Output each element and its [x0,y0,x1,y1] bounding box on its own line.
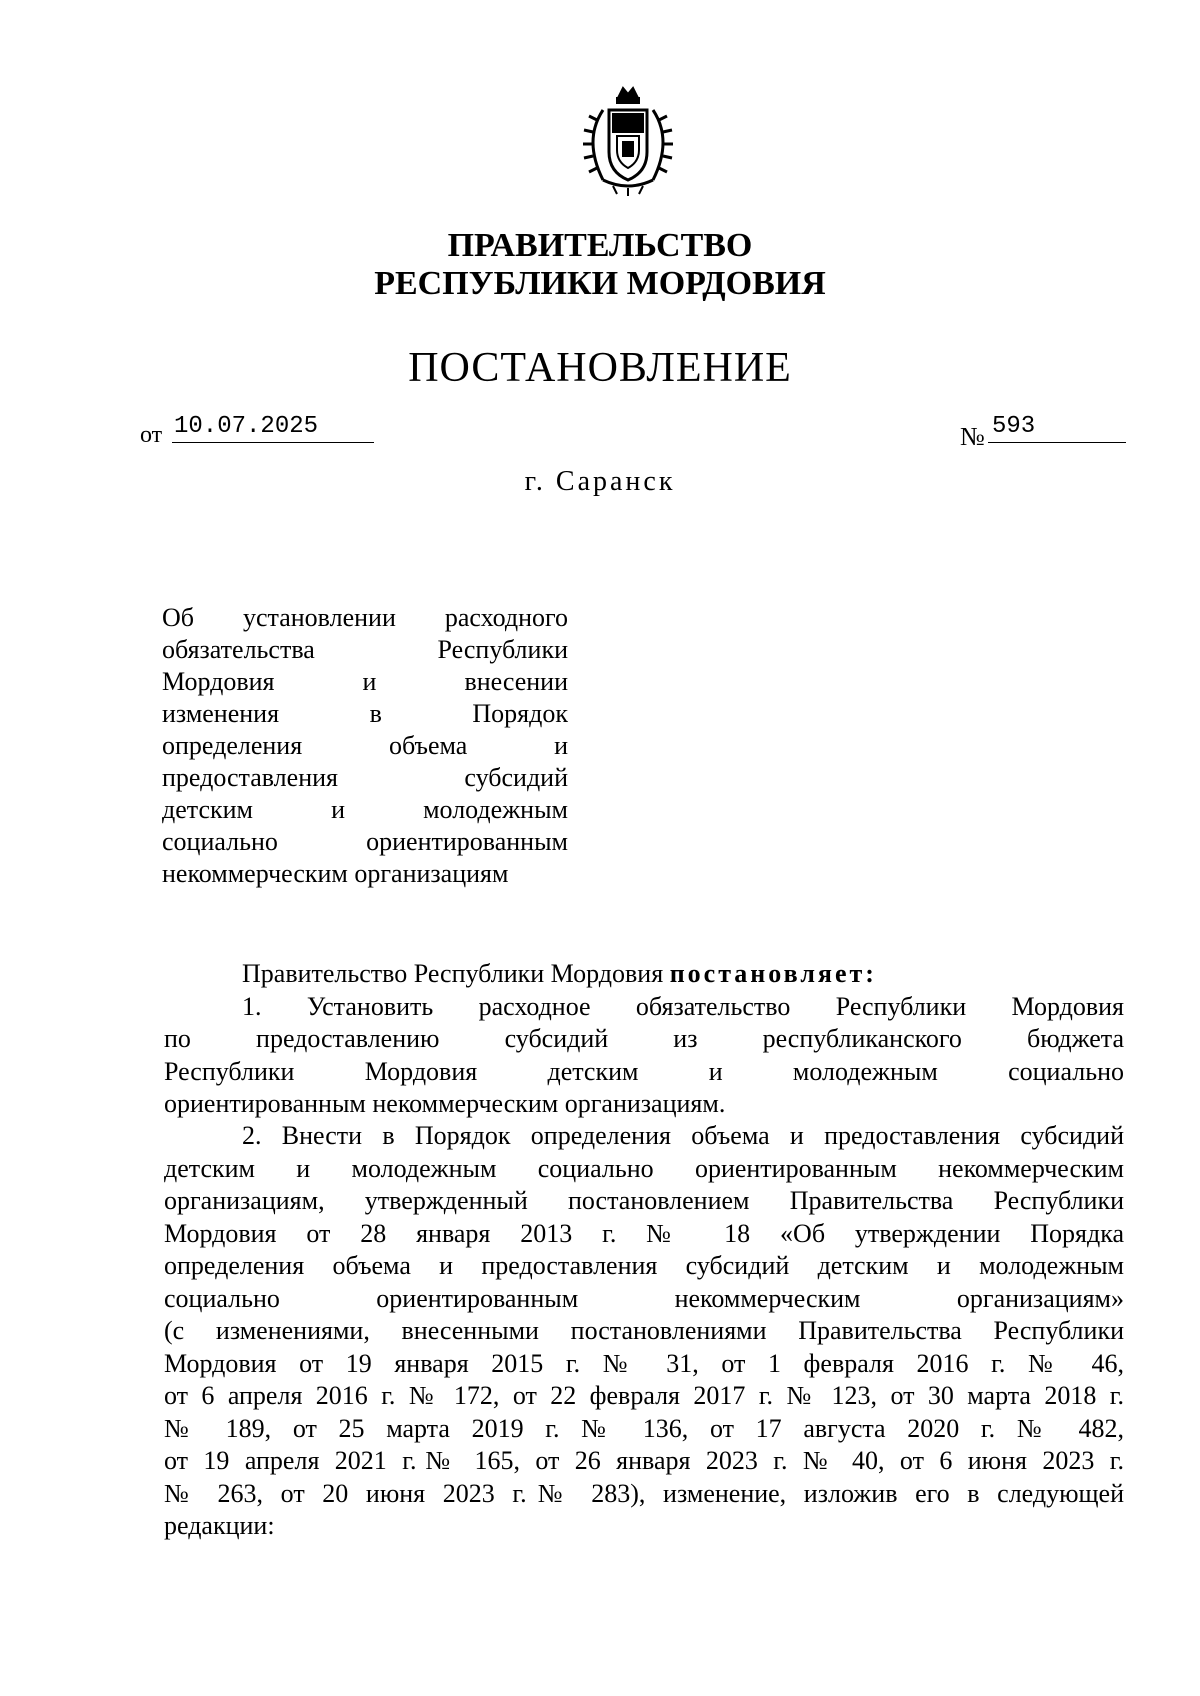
item2-line: (с изменениями, внесенными постановлениями Правительства Республики [164,1316,1124,1345]
title-line: некоммерческим организациям [162,859,509,888]
item2-line: Мордовия от 28 января 2013 г. № 18 «Об утверждении Порядка [164,1218,1124,1248]
date-label: от [140,422,163,448]
document-title [162,602,568,890]
government-name-line2: РЕСПУБЛИКИ МОРДОВИЯ [374,265,826,302]
item2-line: № 263, от 20 июня 2023 г.№ 283), изменение, изложив его в следующей [164,1478,1124,1508]
item2-line: Мордовия от 19 января 2015 г. № 31, от 1 февраля 2016 г. № 46, [164,1348,1124,1378]
item2-line: 2. Внести в Порядок определения объема и предоставления субсидий [242,1121,1124,1150]
item1-line: 1. Установить расходное обязательство Республики Мордовия [242,991,1124,1021]
document-body-part2 [164,1120,1124,1543]
title-line: определения объема и [162,731,568,760]
item2-line: определения объема и предоставления субсидий детским и молодежным [164,1251,1124,1280]
title-line: Мордовия и внесении [162,667,568,696]
city: г. Саранск [524,466,676,497]
number-label: № [960,422,985,451]
item1-line: по предоставлению субсидий из республиканского бюджета [164,1024,1124,1053]
number-value: 593 [992,413,1036,440]
preamble [164,958,1124,991]
document-type: ПОСТАНОВЛЕНИЕ [408,345,792,391]
date-field [172,412,374,443]
date-value: 10.07.2025 [174,413,319,440]
title-line: детским и молодежным [162,795,568,824]
title-line: Об установлении расходного [162,603,568,632]
item1-line: Республики Мордовия детским и молодежным социально [164,1056,1124,1086]
document-body-part1 [164,958,1124,1121]
title-line: обязательства Республики [162,635,568,664]
title-line: изменения в Порядок [162,699,568,728]
item2-line: № 189, от 25 марта 2019 г. № 136, от 17 августа 2020 г. № 482, [164,1413,1124,1443]
title-line: социально ориентированным [162,827,568,856]
number-field [988,412,1126,443]
item2-line: от 19 апреля 2021 г.№ 165, от 26 января 2023 г. № 40, от 6 июня 2023 г. [164,1446,1124,1475]
item2-line: от 6 апреля 2016 г. № 172, от 22 февраля 2017 г. № 123, от 30 марта 2018 г. [164,1381,1124,1410]
preamble-verb: постановляет: [669,959,877,988]
item2-line: социально ориентированным некоммерческим организациям» [164,1283,1124,1313]
item2-line: организациям, утвержденный постановлением Правительства Республики [164,1186,1124,1215]
government-name-line1: ПРАВИТЕЛЬСТВО [447,227,753,264]
item2-line: редакции: [164,1511,275,1540]
item1-line: ориентированным некоммерческим организациям. [164,1089,726,1118]
title-line: предоставления субсидий [162,763,568,792]
item2-line: детским и молодежным социально ориентированным некоммерческим [164,1153,1124,1183]
preamble-text: Правительство Республики Мордовия [242,959,670,988]
coat-of-arms-icon [573,80,683,200]
